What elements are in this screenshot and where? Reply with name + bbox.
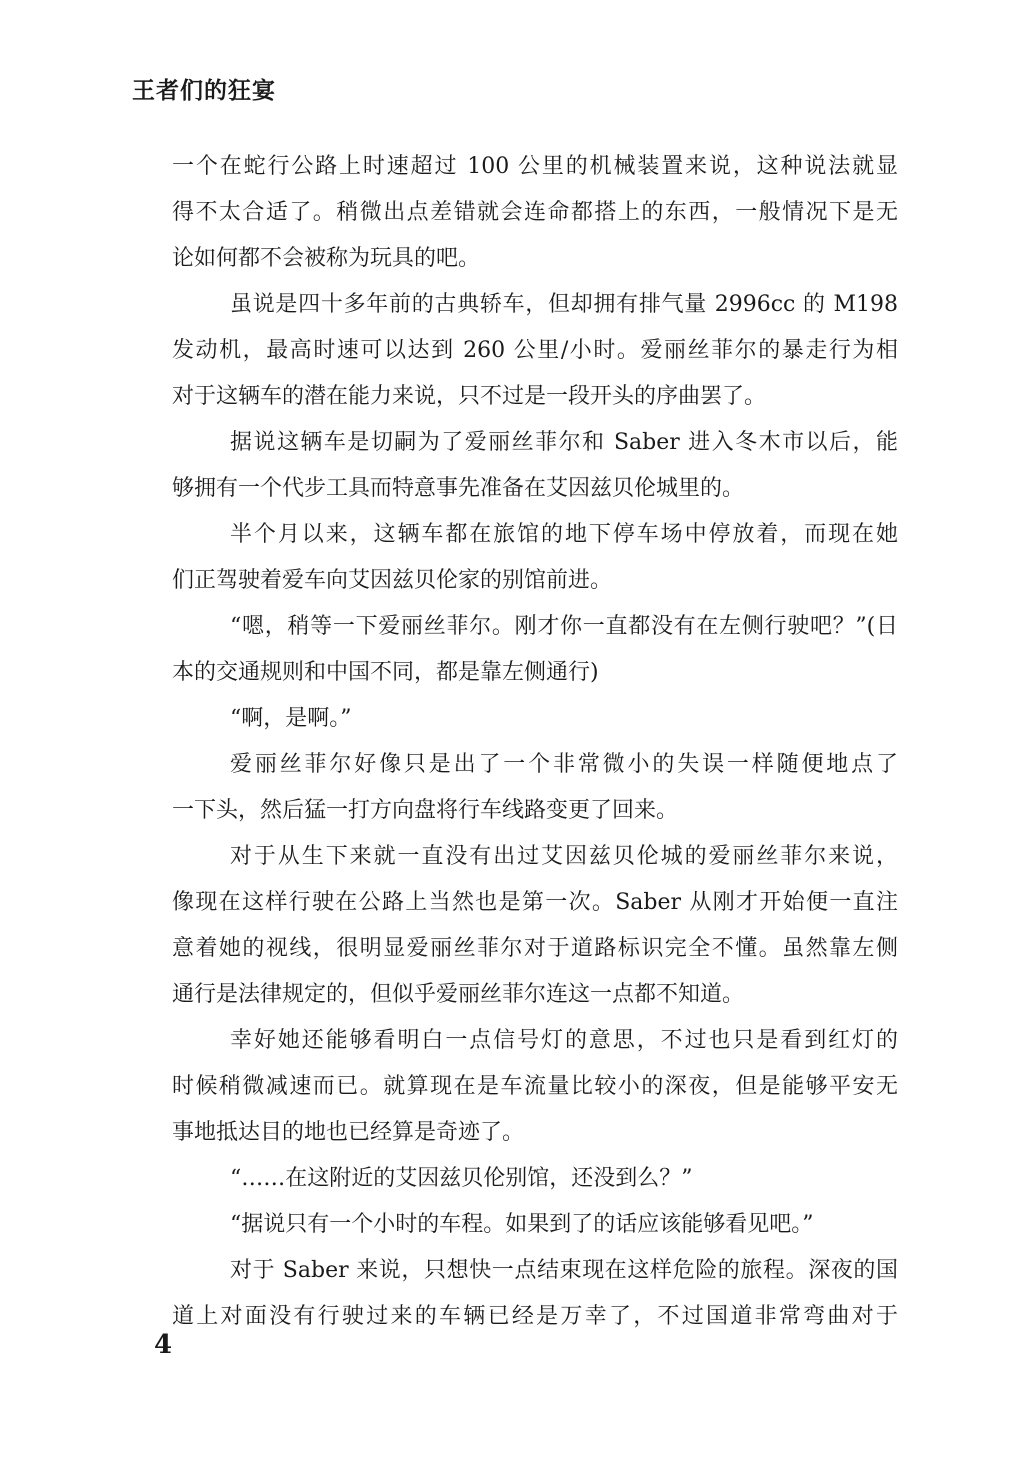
text-line: 虽说是四十多年前的古典轿车，但却拥有排气量 2996cc 的 M198 [230, 292, 898, 317]
page-number: 4 [154, 1330, 173, 1360]
text-line: 通行是法律规定的，但似乎爱丽丝菲尔连这一点都不知道。 [172, 982, 745, 1007]
text-line: “……在这附近的艾因兹贝伦别馆，还没到么？” [230, 1166, 693, 1191]
text-line: 对于这辆车的潜在能力来说，只不过是一段开头的序曲罢了。 [172, 384, 767, 409]
text-line: 对于从生下来就一直没有出过艾因兹贝伦城的爱丽丝菲尔来说， [230, 844, 898, 869]
text-line: 道上对面没有行驶过来的车辆已经是万幸了，不过国道非常弯曲对于 [172, 1304, 898, 1329]
text-line: 本的交通规则和中国不同，都是靠左侧通行) [172, 660, 599, 685]
text-line: “啊，是啊。” [230, 706, 352, 731]
text-line: 得不太合适了。稍微出点差错就会连命都搭上的东西，一般情况下是无 [172, 200, 898, 225]
text-line: “据说只有一个小时的车程。如果到了的话应该能够看见吧。” [230, 1212, 814, 1237]
text-line: 一下头，然后猛一打方向盘将行车线路变更了回来。 [172, 798, 679, 823]
text-line: 够拥有一个代步工具而特意事先准备在艾因兹贝伦城里的。 [172, 476, 745, 501]
text-line: 爱丽丝菲尔好像只是出了一个非常微小的失误一样随便地点了 [230, 752, 898, 777]
text-line: 据说这辆车是切嗣为了爱丽丝菲尔和 Saber 进入冬木市以后，能 [230, 430, 898, 455]
text-line: 幸好她还能够看明白一点信号灯的意思，不过也只是看到红灯的 [230, 1028, 898, 1053]
text-line: 发动机，最高时速可以达到 260 公里/小时。爱丽丝菲尔的暴走行为相 [172, 338, 898, 363]
running-head: 王者们的狂宴 [132, 77, 276, 104]
text-line: 对于 Saber 来说，只想快一点结束现在这样危险的旅程。深夜的国 [230, 1258, 898, 1283]
text-line: 时候稍微减速而已。就算现在是车流量比较小的深夜，但是能够平安无 [172, 1074, 898, 1099]
text-line: 论如何都不会被称为玩具的吧。 [172, 246, 481, 271]
text-line: 像现在这样行驶在公路上当然也是第一次。Saber 从刚才开始便一直注 [172, 890, 898, 915]
text-line: 意着她的视线，很明显爱丽丝菲尔对于道路标识完全不懂。虽然靠左侧 [172, 936, 898, 961]
text-line: 事地抵达目的地也已经算是奇迹了。 [172, 1120, 525, 1145]
text-line: 们正驾驶着爱车向艾因兹贝伦家的别馆前进。 [172, 568, 613, 593]
text-line: 一个在蛇行公路上时速超过 100 公里的机械装置来说，这种说法就显 [172, 154, 898, 179]
text-line: “嗯，稍等一下爱丽丝菲尔。刚才你一直都没有在左侧行驶吧？”(日 [230, 614, 898, 639]
body-text [172, 144, 898, 1340]
text-line: 半个月以来，这辆车都在旅馆的地下停车场中停放着，而现在她 [230, 522, 898, 547]
